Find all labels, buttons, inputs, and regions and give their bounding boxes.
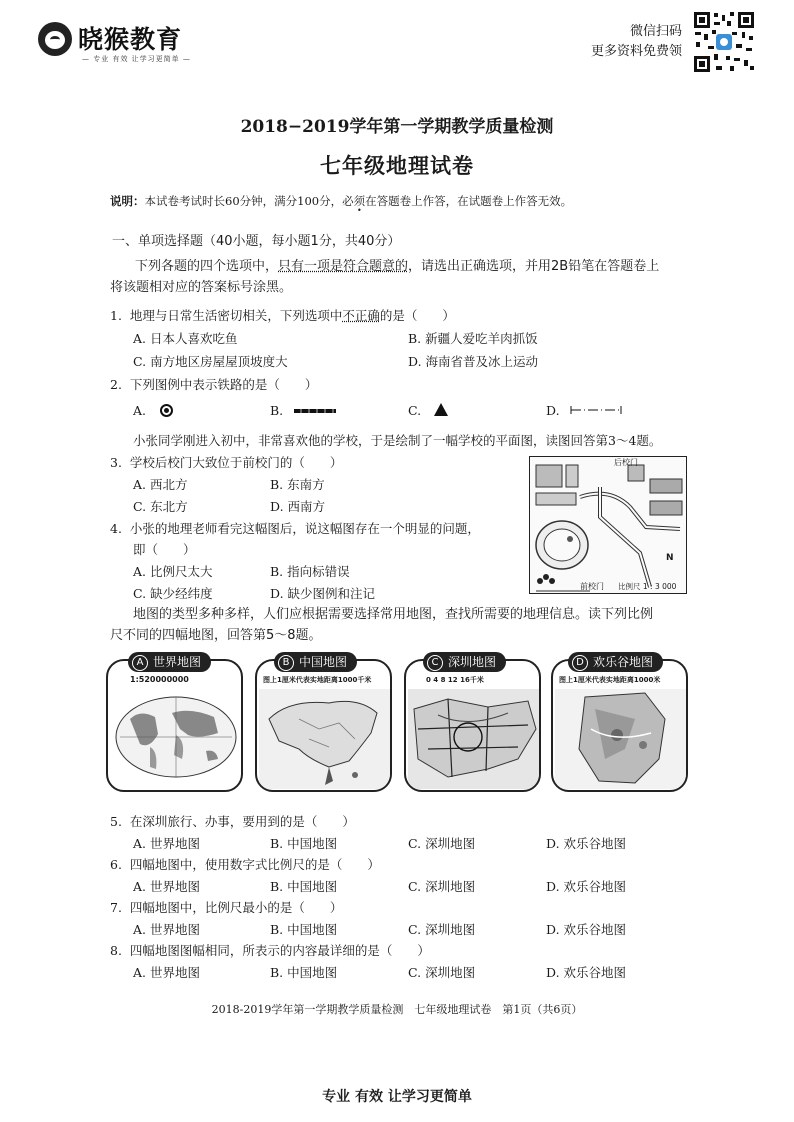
note-part-c: 答题卷上作答，在试题卷上作答无效。	[376, 194, 573, 208]
map-letter-c: C	[427, 655, 443, 671]
map-name-b: 中国地图	[299, 655, 348, 669]
question-1: 1. 地理与日常生活密切相关，下列选项中不正确的是（ ）	[110, 308, 455, 323]
section-intro-line-2: 将该题相对应的答案标号涂黑。	[110, 280, 293, 295]
q8-option-d[interactable]: D. 欢乐谷地图	[546, 965, 627, 980]
q2-option-b[interactable]: B.	[270, 403, 284, 418]
q8-option-b[interactable]: B. 中国地图	[270, 965, 338, 980]
q7-option-b[interactable]: B. 中国地图	[270, 922, 338, 937]
q4-option-b[interactable]: B. 指向标错误	[270, 564, 350, 579]
note-part-a: 本试卷考试时长60分钟，满分100分，	[144, 194, 343, 208]
question-7: 7. 四幅地图中，比例尺最小的是（ ）	[110, 900, 343, 915]
world-map-image	[110, 689, 243, 789]
q7-option-c[interactable]: C. 深圳地图	[408, 922, 476, 937]
q1-option-b[interactable]: B. 新疆人爱吃羊肉抓饭	[408, 331, 538, 346]
shenzhen-map-scale: 0 4 8 12 16千米	[426, 676, 484, 684]
q6-option-b[interactable]: B. 中国地图	[270, 879, 338, 894]
q1-option-a[interactable]: A. 日本人喜欢吃鱼	[133, 331, 238, 346]
happy-valley-map-scale: 图上1厘米代表实地距离1000米	[559, 676, 661, 684]
q8-option-c[interactable]: C. 深圳地图	[408, 965, 476, 980]
map-letter-d: D	[572, 655, 588, 671]
q6-option-c[interactable]: C. 深圳地图	[408, 879, 476, 894]
question-2: 2. 下列图例中表示铁路的是（ ）	[110, 377, 318, 392]
map-name-c: 深圳地图	[448, 655, 497, 669]
q2-option-d[interactable]: D.	[546, 403, 560, 418]
exam-subtitle: 七年级地理试卷	[320, 153, 474, 178]
question-4-cont: 即（ ）	[133, 542, 196, 557]
q4-option-c[interactable]: C. 缺少经纬度	[133, 586, 213, 601]
q7-option-d[interactable]: D. 欢乐谷地图	[546, 922, 627, 937]
q1-emphasis: 不正确	[342, 308, 380, 323]
q5-option-d[interactable]: D. 欢乐谷地图	[546, 836, 627, 851]
map-tag-b	[274, 652, 357, 672]
q1-option-c[interactable]: C. 南方地区房屋屋顶坡度大	[133, 354, 288, 369]
q3-option-a[interactable]: A. 西北方	[133, 477, 188, 492]
q4-option-d[interactable]: D. 缺少图例和注记	[270, 586, 376, 601]
front-gate-label: 前校门	[580, 582, 604, 591]
map-name-d: 欢乐谷地图	[593, 655, 654, 669]
q5-8-intro-line-2: 尺不同的四幅地图，回答第5～8题。	[110, 628, 322, 643]
q5-option-a[interactable]: A. 世界地图	[133, 836, 200, 851]
map-letter-a: A	[132, 655, 148, 671]
q3-option-d[interactable]: D. 西南方	[270, 499, 326, 514]
map-tag-d	[568, 652, 663, 672]
bottom-slogan: 专业 有效 让学习更简单	[322, 1089, 472, 1105]
happy-valley-map-image	[555, 689, 688, 789]
question-5: 5. 在深圳旅行、办事，要用到的是（ ）	[110, 814, 355, 829]
q2-option-a[interactable]: A.	[133, 403, 147, 418]
map-letter-b: B	[278, 655, 294, 671]
q6-option-d[interactable]: D. 欢乐谷地图	[546, 879, 627, 894]
section-heading: 一、单项选择题（40小题，每小题1分，共40分）	[112, 234, 401, 249]
map-tag-a	[128, 652, 211, 672]
map-tag-c	[423, 652, 506, 672]
railway-symbol-icon	[294, 409, 336, 413]
q8-option-a[interactable]: A. 世界地图	[133, 965, 200, 980]
china-map-card	[255, 659, 392, 792]
school-plan-drawing	[530, 457, 687, 594]
q6-option-a[interactable]: A. 世界地图	[133, 879, 200, 894]
q2-option-c[interactable]: C.	[408, 403, 422, 418]
world-map-scale: 1:520000000	[130, 675, 189, 684]
monkey-logo-icon	[38, 22, 72, 56]
question-8: 8. 四幅地图图幅相同，所表示的内容最详细的是（ ）	[110, 943, 430, 958]
qr-code-icon[interactable]	[692, 10, 756, 74]
page-footer: 2018-2019学年第一学期教学质量检测 七年级地理试卷 第1页（共6页）	[211, 1003, 583, 1016]
q3-option-b[interactable]: B. 东南方	[270, 477, 325, 492]
note-emphasis: 必须在	[342, 194, 377, 208]
point-symbol-icon	[160, 404, 173, 417]
exam-instructions	[110, 193, 572, 209]
q7-option-a[interactable]: A. 世界地图	[133, 922, 200, 937]
q5-8-intro-line-1: 地图的类型多种多样，人们应根据需要选择常用地图，查找所需要的地理信息。读下列比例	[133, 607, 654, 622]
back-gate-label: 后校门	[614, 458, 638, 467]
wechat-line-2: 更多资料免费领	[590, 44, 682, 59]
china-map-image	[259, 689, 392, 789]
mountain-peak-icon	[434, 403, 448, 416]
shenzhen-map-card	[404, 659, 541, 792]
q3-4-intro: 小张同学刚进入初中，非常喜欢他的学校，于是绘制了一幅学校的平面图，读图回答第3～4题。	[133, 433, 662, 448]
wechat-promo	[591, 22, 682, 62]
question-3: 3. 学校后校门大致位于前校门的（ ）	[110, 455, 343, 470]
q5-option-b[interactable]: B. 中国地图	[270, 836, 338, 851]
q4-option-a[interactable]: A. 比例尺太大	[133, 564, 213, 579]
map-name-a: 世界地图	[153, 655, 202, 669]
intro-emphasis: 只有一项是符合题意的	[278, 259, 409, 274]
question-4: 4. 小张的地理老师看完这幅图后，说这幅图存在一个明显的问题，	[110, 521, 480, 536]
north-arrow-icon: N	[666, 553, 674, 563]
plan-scale-label: 比例尺 1 : 3 000	[618, 582, 677, 591]
q3-option-c[interactable]: C. 东北方	[133, 499, 188, 514]
brand-name: 晓猴教育	[78, 25, 183, 54]
world-map-card	[106, 659, 243, 792]
happy-valley-map-card	[551, 659, 688, 792]
note-label: 说明：	[110, 194, 145, 208]
q5-option-c[interactable]: C. 深圳地图	[408, 836, 476, 851]
section-intro-line-1: 下列各题的四个选项中，只有一项是符合题意的，请选出正确选项，并用2B铅笔在答题卷上	[135, 259, 660, 274]
brand-slogan: — 专业 有效 让学习更简单 —	[82, 55, 191, 63]
exam-title: 2018−2019学年第一学期教学质量检测	[240, 117, 554, 137]
boundary-symbol-icon	[570, 404, 622, 416]
wechat-line-1: 微信扫码	[629, 24, 682, 39]
china-map-scale: 图上1厘米代表实地距离1000千米	[263, 676, 372, 684]
school-plan-figure	[529, 456, 687, 594]
brand-logo	[38, 18, 198, 62]
shenzhen-map-image	[408, 689, 541, 789]
q1-option-d[interactable]: D. 海南省普及冰上运动	[408, 354, 539, 369]
question-6: 6. 四幅地图中，使用数字式比例尺的是（ ）	[110, 857, 380, 872]
